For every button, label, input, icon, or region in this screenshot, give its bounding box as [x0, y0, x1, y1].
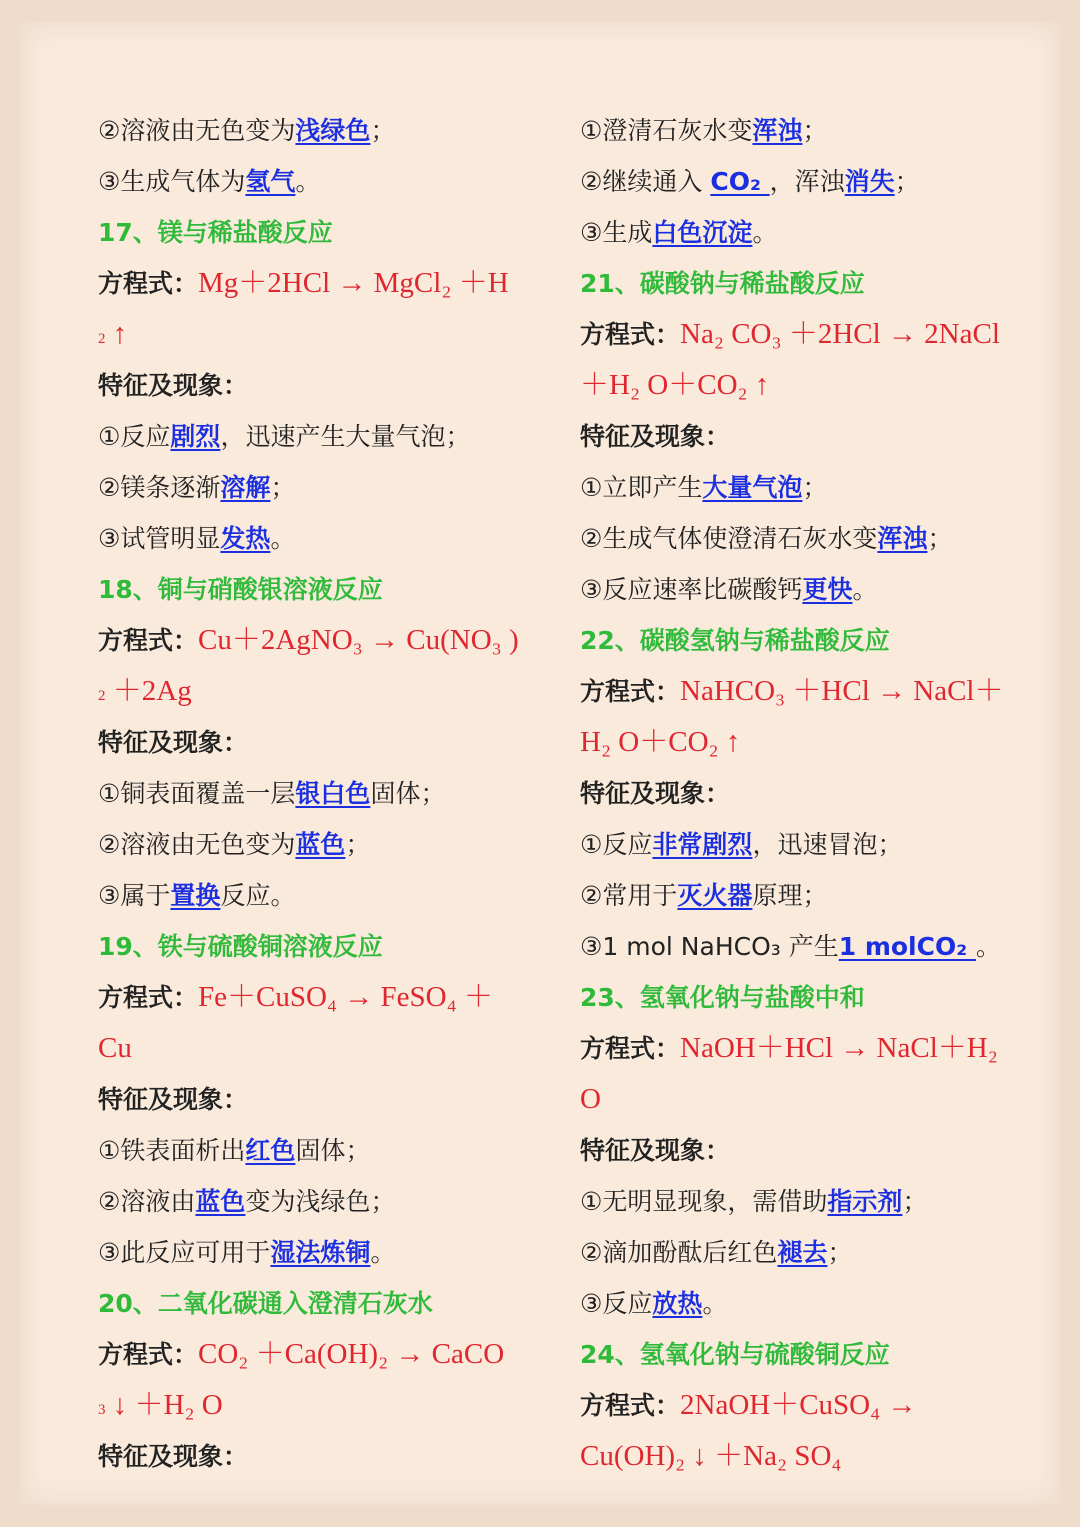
- content-line: [580, 1023, 1050, 1074]
- phenomenon-text: ②滴加酚酞后红色: [580, 1238, 778, 1267]
- content-line: [98, 615, 568, 666]
- phenomenon-text: 。: [702, 1289, 728, 1318]
- section-heading: 22、碳酸氢钠与稀盐酸反应: [580, 626, 890, 655]
- equation-label: 方程式：: [98, 269, 199, 298]
- phenomenon-text: ；: [345, 830, 371, 859]
- section-heading: 21、碳酸钠与稀盐酸反应: [580, 269, 865, 298]
- content-line: [580, 462, 1050, 513]
- content-line: [580, 1380, 1050, 1431]
- phenomenon-text: ；: [827, 1238, 853, 1267]
- phenomenon-text: 。: [295, 167, 321, 196]
- phenomenon-text: ①铁表面析出: [98, 1136, 246, 1165]
- content-line: [98, 360, 568, 411]
- phenomenon-text: ③1 mol NaHCO₃ 产生: [580, 932, 839, 961]
- keyword-highlight: 放热: [652, 1289, 703, 1318]
- content-line: [580, 768, 1050, 819]
- keyword-highlight: 浅绿色: [295, 116, 371, 145]
- keyword-highlight: 大量气泡: [702, 473, 803, 502]
- phenomena-label: 特征及现象：: [98, 1442, 249, 1471]
- section-heading-line: [98, 1278, 568, 1329]
- phenomenon-text: ；: [370, 116, 396, 145]
- equation-label: 方程式：: [580, 1391, 681, 1420]
- phenomena-label: 特征及现象：: [98, 371, 249, 400]
- phenomenon-text: ③生成: [580, 218, 653, 247]
- phenomenon-text: 。: [270, 524, 296, 553]
- content-line: [98, 1125, 568, 1176]
- phenomenon-text: ②溶液由无色变为: [98, 116, 296, 145]
- phenomenon-text: ②生成气体使澄清石灰水变: [580, 524, 878, 553]
- equation-continuation: Cu(OH)₂ ↓ ＋Na₂ SO₄: [580, 1440, 842, 1472]
- keyword-highlight: 溶解: [220, 473, 271, 502]
- keyword-highlight: 蓝色: [195, 1187, 246, 1216]
- phenomenon-text: 固体；: [295, 1136, 371, 1165]
- equation-label: 方程式：: [580, 1034, 681, 1063]
- section-heading: 19、铁与硫酸铜溶液反应: [98, 932, 383, 961]
- phenomena-label: 特征及现象：: [98, 1085, 249, 1114]
- phenomenon-text: ①反应: [98, 422, 171, 451]
- content-line: [580, 1125, 1050, 1176]
- phenomenon-text: 反应。: [220, 881, 296, 910]
- phenomenon-text: 固体；: [370, 779, 446, 808]
- phenomenon-text: ；: [802, 473, 828, 502]
- content-line: [580, 1074, 1050, 1125]
- content-line: [98, 1227, 568, 1278]
- content-line: [580, 1176, 1050, 1227]
- phenomenon-text: ；: [927, 524, 953, 553]
- phenomenon-text: ①反应: [580, 830, 653, 859]
- equation-text: Cu＋2AgNO₃ → Cu(NO₃ ): [198, 624, 519, 656]
- content-line: [98, 870, 568, 921]
- keyword-highlight: 发热: [220, 524, 271, 553]
- phenomenon-text: ③反应速率比碳酸钙: [580, 575, 803, 604]
- content-line: [580, 870, 1050, 921]
- phenomenon-text: ③生成气体为: [98, 167, 246, 196]
- equation-text: 2NaOH＋CuSO₄ →: [680, 1389, 917, 1421]
- content-line: [580, 105, 1050, 156]
- section-heading-line: [580, 615, 1050, 666]
- equation-text: Mg＋2HCl → MgCl₂ ＋H: [198, 267, 509, 299]
- content-line: [580, 717, 1050, 768]
- phenomenon-text: ①无明显现象，需借助: [580, 1187, 828, 1216]
- section-heading-line: [580, 972, 1050, 1023]
- section-heading-line: [580, 1329, 1050, 1380]
- content-line: [580, 360, 1050, 411]
- content-line: [580, 309, 1050, 360]
- phenomenon-text: 。: [752, 218, 778, 247]
- keyword-highlight: 剧烈: [170, 422, 221, 451]
- content-line: [98, 258, 568, 309]
- section-heading-line: [580, 258, 1050, 309]
- content-line: [98, 717, 568, 768]
- phenomenon-text: ②溶液由无色变为: [98, 830, 296, 859]
- phenomenon-text: ①立即产生: [580, 473, 703, 502]
- equation-continuation: ↓ ＋H₂ O: [105, 1389, 223, 1421]
- equation-continuation: O: [580, 1083, 601, 1115]
- phenomenon-text: ，迅速产生大量气泡；: [220, 422, 471, 451]
- keyword-highlight: 湿法炼铜: [270, 1238, 371, 1267]
- keyword-highlight: CO₂: [710, 167, 770, 196]
- keyword-highlight: 褪去: [777, 1238, 828, 1267]
- keyword-highlight: 浑浊: [877, 524, 928, 553]
- phenomenon-text: ③属于: [98, 881, 171, 910]
- content-line: [98, 1176, 568, 1227]
- content-line: [98, 819, 568, 870]
- equation-text: CO₂ ＋Ca(OH)₂ → CaCO: [198, 1338, 505, 1370]
- phenomenon-text: ；: [902, 1187, 928, 1216]
- equation-label: 方程式：: [580, 320, 681, 349]
- equation-subscript: 3: [98, 1402, 106, 1418]
- equation-continuation: ↑: [105, 318, 128, 350]
- keyword-highlight: 红色: [245, 1136, 296, 1165]
- equation-text: NaOH＋HCl → NaCl＋H₂: [680, 1032, 998, 1064]
- content-line: [580, 411, 1050, 462]
- phenomena-label: 特征及现象：: [98, 728, 249, 757]
- equation-subscript: 2: [98, 331, 106, 347]
- phenomenon-text: ②继续通入: [580, 167, 711, 196]
- section-heading: 20、二氧化碳通入澄清石灰水: [98, 1289, 433, 1318]
- content-line: [98, 1329, 568, 1380]
- section-heading: 18、铜与硝酸银溶液反应: [98, 575, 383, 604]
- section-heading-line: [98, 564, 568, 615]
- keyword-highlight: 置换: [170, 881, 221, 910]
- equation-text: Na₂ CO₃ ＋2HCl → 2NaCl: [680, 318, 1000, 350]
- phenomenon-text: ③试管明显: [98, 524, 221, 553]
- left-column: [98, 105, 568, 1482]
- equation-continuation: ＋2Ag: [105, 675, 192, 707]
- content-line: [580, 666, 1050, 717]
- content-line: [98, 105, 568, 156]
- equation-text: Fe＋CuSO₄ → FeSO₄ ＋: [198, 981, 493, 1013]
- content-line: [580, 1431, 1050, 1482]
- section-heading: 23、氢氧化钠与盐酸中和: [580, 983, 865, 1012]
- content-line: [98, 1074, 568, 1125]
- content-line: [98, 309, 568, 360]
- keyword-highlight: 消失: [844, 167, 895, 196]
- equation-continuation: H₂ O＋CO₂ ↑: [580, 726, 741, 758]
- content-line: [580, 513, 1050, 564]
- phenomenon-text: ③反应: [580, 1289, 653, 1318]
- content-line: [98, 156, 568, 207]
- phenomenon-text: ②溶液由: [98, 1187, 196, 1216]
- phenomenon-text: 原理；: [752, 881, 828, 910]
- phenomenon-text: ②常用于: [580, 881, 678, 910]
- keyword-highlight: 指示剂: [827, 1187, 903, 1216]
- section-heading: 17、镁与稀盐酸反应: [98, 218, 333, 247]
- keyword-highlight: 氢气: [245, 167, 296, 196]
- section-heading-line: [98, 207, 568, 258]
- equation-continuation: ＋H₂ O＋CO₂ ↑: [580, 369, 770, 401]
- phenomenon-text: 变为浅绿色；: [245, 1187, 396, 1216]
- phenomenon-text: ③此反应可用于: [98, 1238, 271, 1267]
- keyword-highlight: 白色沉淀: [652, 218, 753, 247]
- content-line: [98, 972, 568, 1023]
- equation-subscript: 2: [98, 688, 106, 704]
- content-line: [98, 1380, 568, 1431]
- keyword-highlight: 蓝色: [295, 830, 346, 859]
- equation-label: 方程式：: [98, 1340, 199, 1369]
- phenomenon-text: 。: [370, 1238, 396, 1267]
- content-line: [98, 1431, 568, 1482]
- section-heading-line: [98, 921, 568, 972]
- keyword-highlight: 1 molCO₂: [838, 932, 976, 961]
- content-line: [98, 768, 568, 819]
- phenomenon-text: 。: [975, 932, 1001, 961]
- phenomenon-text: ；: [802, 116, 828, 145]
- phenomenon-text: ，浑浊: [769, 167, 845, 196]
- content-line: [98, 411, 568, 462]
- phenomenon-text: ；: [894, 167, 920, 196]
- phenomenon-text: ②镁条逐渐: [98, 473, 221, 502]
- content-line: [98, 462, 568, 513]
- document-page: [20, 22, 1060, 1505]
- keyword-highlight: 银白色: [295, 779, 371, 808]
- keyword-highlight: 更快: [802, 575, 853, 604]
- content-line: [98, 1023, 568, 1074]
- content-line: [98, 513, 568, 564]
- equation-text: NaHCO₃ ＋HCl → NaCl＋: [680, 675, 1004, 707]
- phenomenon-text: ；: [270, 473, 296, 502]
- phenomenon-text: ①铜表面覆盖一层: [98, 779, 296, 808]
- content-line: [580, 1227, 1050, 1278]
- phenomenon-text: ①澄清石灰水变: [580, 116, 753, 145]
- content-line: [580, 564, 1050, 615]
- equation-label: 方程式：: [98, 983, 199, 1012]
- equation-label: 方程式：: [98, 626, 199, 655]
- content-line: [580, 921, 1050, 972]
- keyword-highlight: 非常剧烈: [652, 830, 753, 859]
- phenomena-label: 特征及现象：: [580, 422, 731, 451]
- phenomenon-text: ，迅速冒泡；: [752, 830, 903, 859]
- equation-label: 方程式：: [580, 677, 681, 706]
- equation-continuation: Cu: [98, 1032, 132, 1064]
- keyword-highlight: 浑浊: [752, 116, 803, 145]
- phenomena-label: 特征及现象：: [580, 1136, 731, 1165]
- right-column: [580, 105, 1050, 1482]
- content-line: [580, 207, 1050, 258]
- content-line: [580, 1278, 1050, 1329]
- keyword-highlight: 灭火器: [677, 881, 753, 910]
- section-heading: 24、氢氧化钠与硫酸铜反应: [580, 1340, 890, 1369]
- content-line: [580, 819, 1050, 870]
- content-line: [98, 666, 568, 717]
- content-line: [580, 156, 1050, 207]
- phenomenon-text: 。: [852, 575, 878, 604]
- phenomena-label: 特征及现象：: [580, 779, 731, 808]
